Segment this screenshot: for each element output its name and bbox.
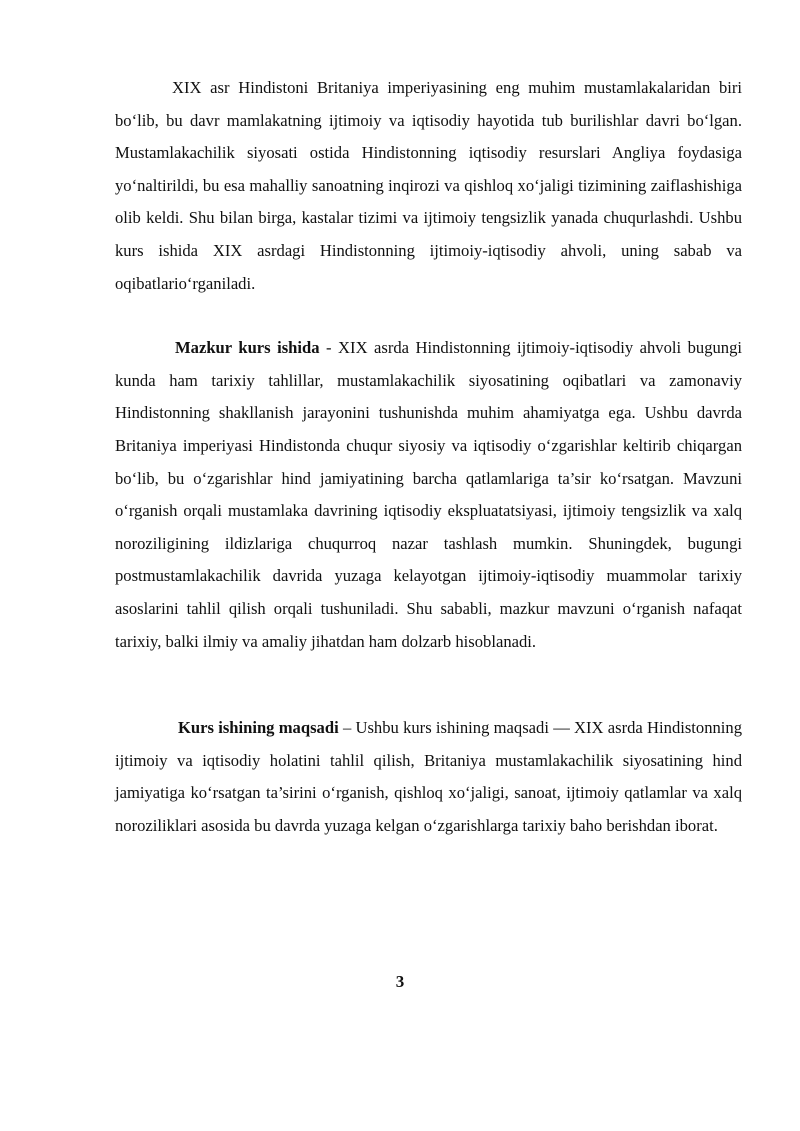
page-number: 3 <box>395 972 405 991</box>
paragraph-objective-text: – Ushbu kurs ishining maqsadi — XIX asrda Hindistonning ijtimoiy va iqtisodiy holatini tahlil qilish, Britaniya mustamlakachilik siyosatining hind jamiyatiga ko‘rsatgan ta’sirini o‘rganish, qishloq xo‘jaligi, sanoat, ijtimoiy qatlamlar va xalq noroziliklari asosida bu davrda yuzaga kelgan o‘zgarishlarga tarixiy baho berishdan iborat. <box>115 718 743 835</box>
paragraph-relevance-text: - XIX asrda Hindistonning ijtimoiy-iqtisodiy ahvoli bugungi kunda ham tarixiy tahlillar, mustamlakachilik siyosatining oqibatlari va zamonaviy Hindistonning shakllanish jarayonini tushunishda muhim ahamiyatga ega. Ushbu davrda Britaniya imperiyasi Hindistonda chuqur siyosiy va iqtisodiy o‘zgarishlar keltirib chiqargan bo‘lib, bu o‘zgarishlar hind jamiyatining barcha qatlamlariga ta’sir ko‘rsatgan. Mavzuni o‘rganish orqali mustamlaka davrining iqtisodiy ekspluatatsiyasi, ijtimoiy tengsizlik va xalq noroziligining ildizlariga chuqurroq nazar tashlash mumkin. Shuningdek, bugungi postmustamlakachilik davrida yuzaga kelayotgan ijtimoiy-iqtisodiy muammolar tarixiy asoslarini tahlil qilish orqali tushuniladi. Shu sababli, mazkur mavzuni o‘rganish nafaqat tarixiy, balki ilmiy va amaliy jihatdan ham dolzarb hisoblanadi. <box>115 338 743 651</box>
paragraph-relevance <box>115 332 742 658</box>
document-body <box>115 72 742 842</box>
paragraph-objective <box>115 712 742 842</box>
paragraph-introduction-text: XIX asr Hindistoni Britaniya imperiyasining eng muhim mustamlakalaridan biri bo‘lib, bu davr mamlakatning ijtimoiy va iqtisodiy hayotida tub burilishlar davri bo‘lgan. Mustamlakachilik siyosati ostida Hindistonning iqtisodiy resurslari Angliya foydasiga yo‘naltirildi, bu esa mahalliy sanoatning inqirozi va qishloq xo‘jaligi tizimining zaiflashishiga olib keldi. Shu bilan birga, kastalar tizimi va ijtimoiy tengsizlik yanada chuqurlashdi. Ushbu kurs ishida XIX asrdagi Hindistonning ijtimoiy-iqtisodiy ahvoli, uning sabab va oqibatlario‘rganiladi. <box>115 78 742 293</box>
paragraph-objective-heading: Kurs ishining maqsadi <box>178 718 339 738</box>
paragraph-introduction <box>115 72 742 300</box>
paragraph-relevance-heading: Mazkur kurs ishida <box>175 338 320 358</box>
